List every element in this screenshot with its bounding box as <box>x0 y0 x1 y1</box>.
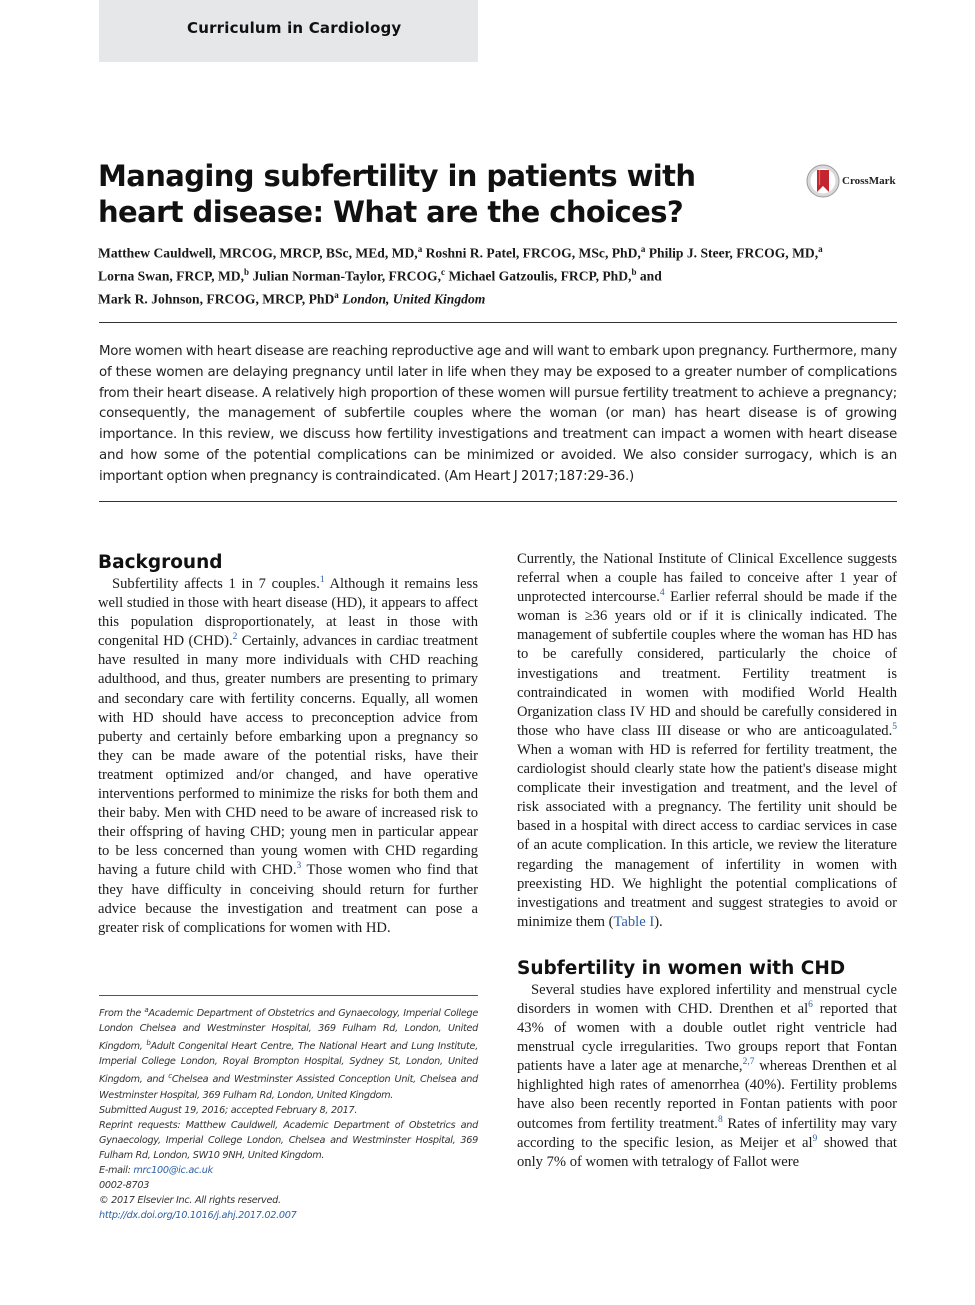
author-list <box>98 240 898 309</box>
background-paragraph: Subfertility affects 1 in 7 couples.$^1$ Although it remains less well studied in those with heart disease (HD), it appears to affect this population disproportionately, at least in those with congenital HD (CHD).$^2$ Certainly, advances in cardiac treatment have resulted in many more individuals with CHD reaching adulthood, and thus, greater numbers are presenting to primary and secondary care with fertility concerns. Equally, all women with HD should have access to preconception advice from puberty and certainly before embarking upon a pregnancy so they can be made aware of the potential risks, have their treatment optimized and/or changed, and have operative interventions performed to minimize the risks for both them and their baby. Men with CHD need to be aware of increased risk to their offspring of having CHD; young men in particular appear to be less concerned than young women with CHD regarding having a future child with CHD.$^3$ Those women who find that they have difficulty in conceiving should return for further advice because the investigation and treatment can pose a greater risk of complications for women with HD. <box>98 575 478 936</box>
footnote-rule <box>99 995 478 996</box>
citation-link[interactable]: 8 <box>717 1114 723 1125</box>
email-link[interactable]: mrc100@ic.ac.uk <box>133 1164 213 1176</box>
reprint-note: Reprint requests: Matthew Cauldwell, Academic Department of Obstetrics and Gynaecology, Imperial College London, Chelsea and Westminster Hospital, 369 Fulham Rd, London, SW10 9NH, United Kingdom. <box>99 1119 478 1161</box>
citation-link[interactable]: 2 <box>232 632 238 643</box>
citation-link[interactable]: 4 <box>659 588 665 599</box>
citation-link[interactable]: 6 <box>808 1000 813 1011</box>
copyright-note: © 2017 Elsevier Inc. All rights reserved. <box>99 1194 281 1206</box>
abstract-text: More women with heart disease are reaching reproductive age and will want to embark upon pregnancy. Furthermore, many of these women are delaying pregnancy until later in life when they may be exposed to a greater number of complications from their heart disease. A relatively high proportion of these women will pursue fertility treatment to achieve a pregnancy; consequently, the management of subfertile couples where the woman (or man) has heart disease is of growing importance. In this review, we discuss how fertility investigations and treatment can impact a women with heart disease and how some of the potential complications can be minimized or avoided. We also consider surrogacy, which is an important option when pregnancy is contraindicated. (Am Heart J 2017;187:29-36.) <box>99 344 897 484</box>
author-name: Roshni R. Patel, FRCOG, MSc, PhD, <box>425 245 641 261</box>
citation-link[interactable]: 1 <box>319 575 325 586</box>
abstract-top-rule <box>99 322 897 323</box>
background-heading: Background <box>98 552 223 573</box>
citation-link[interactable]: 3 <box>296 861 302 872</box>
citation-link[interactable]: 2,7 <box>742 1057 755 1068</box>
author-name: Matthew Cauldwell, MRCOG, MRCP, BSc, MEd, MD, <box>98 245 418 261</box>
author-name: Philip J. Steer, FRCOG, MD, <box>648 245 819 261</box>
crossmark-badge[interactable] <box>806 164 906 198</box>
affiliation-mark: a <box>818 244 823 254</box>
affiliation-mark: b <box>631 267 637 278</box>
affiliation-mark: a <box>417 244 423 254</box>
email-note: E-mail: mrc100@ic.ac.uk <box>99 1164 213 1176</box>
author-name: Michael Gatzoulis, FRCP, PhD, <box>448 268 632 284</box>
abstract-bottom-rule <box>99 501 897 502</box>
right-column <box>517 550 897 1172</box>
author-name: Julian Norman-Taylor, FRCOG, <box>252 268 442 284</box>
chd-heading: Subfertility in women with CHD <box>517 957 846 979</box>
chd-paragraph: Several studies have explored infertility and menstrual cycle disorders in women with CHD. Drenthen et al$^6$ reported that 43% of women with a double outlet right ventricle had menstrual cycle irregularities. Two groups report that Fontan patients have a later age at menarche,$^{2,7}$ whereas Drenthen et al highlighted high rates of amenorrhea (40%). Fertility problems have also been recently reported in Fontan patients with poor outcomes from fertility treatment.$^8$ Rates of infertility may vary according to the specific lesion, as Meijer et al$^9$ showed that only 7% of women with tetralogy of Fallot were <box>517 981 898 1170</box>
and-word: and <box>639 268 662 284</box>
referral-paragraph: Currently, the National Institute of Clinical Excellence suggests referral when a couple has failed to conceive after 1 year of unprotected intercourse.$^4$ Earlier referral should be made if the woman is ≥36 years old or if it is clinically indicated. The management of subfertile couples where the woman has HD has to be carefully considered, particularly the choice of investigations and treatment. Fertility treatment is contraindicated in women with modified World Health Organization class IV HD and should be carefully considered in those who have class III disease or who are anticoagulated.$^5$ When a woman with HD is referred for fertility treatment, the cardiologist should clearly state how the patient's disease might complicate their investigation and treatment, and the level of risk associated with a pregnancy. The fertility unit should be based in a hospital with direct access to cardiac services in case of an acute complication. In this article, we review the literature regarding the management of infertility in women with preexisting HD. We highlight the potential complications of investigations and treatment and suggest strategies to avoid or minimize them (Table I). <box>517 551 897 930</box>
affiliation-mark: a <box>640 244 646 254</box>
affiliation-mark: b <box>244 267 250 278</box>
issn-note: 0002-8703 <box>99 1179 150 1191</box>
crossmark-icon <box>806 164 840 198</box>
crossmark-label: CrossMark <box>842 175 896 187</box>
citation-link[interactable]: 5 <box>892 721 897 732</box>
article-title: Managing subfertility in patients with heart disease: What are the choices? <box>98 159 696 229</box>
author-name: Lorna Swan, FRCP, MD, <box>98 268 245 284</box>
section-tag: Curriculum in Cardiology <box>187 19 402 37</box>
table-link[interactable]: Table I <box>613 913 655 930</box>
affiliation-mark: c <box>441 267 446 278</box>
affiliations-note: From the $^a$Academic Department of Obstetrics and Gynaecology, Imperial College London Chelsea and Westminster Hospital, 369 Fulham Rd, London, United Kingdom, $^b$Adult Congenital Heart Centre, The National Heart and Lung Institute, Imperial College London, Royal Brompton Hospital, Sydney St, London, United Kingdom, and $^c$Chelsea and Westminster Assisted Conception Unit, Chelsea and Westminster Hospital, 369 Fulham Rd, London, United Kingdom. <box>99 1006 478 1101</box>
doi-link[interactable]: http://dx.doi.org/10.1016/j.ahj.2017.02.007 <box>99 1209 297 1221</box>
section-tag-box <box>99 0 478 62</box>
affiliation-mark: a <box>334 290 339 301</box>
citation-link[interactable]: 9 <box>812 1133 818 1144</box>
footnotes <box>99 1003 478 1223</box>
left-column <box>98 551 478 938</box>
author-location: London, United Kingdom <box>342 291 486 307</box>
author-name: Mark R. Johnson, FRCOG, MRCP, PhD <box>98 291 335 307</box>
submitted-note: Submitted August 19, 2016; accepted February 8, 2017. <box>99 1104 358 1116</box>
